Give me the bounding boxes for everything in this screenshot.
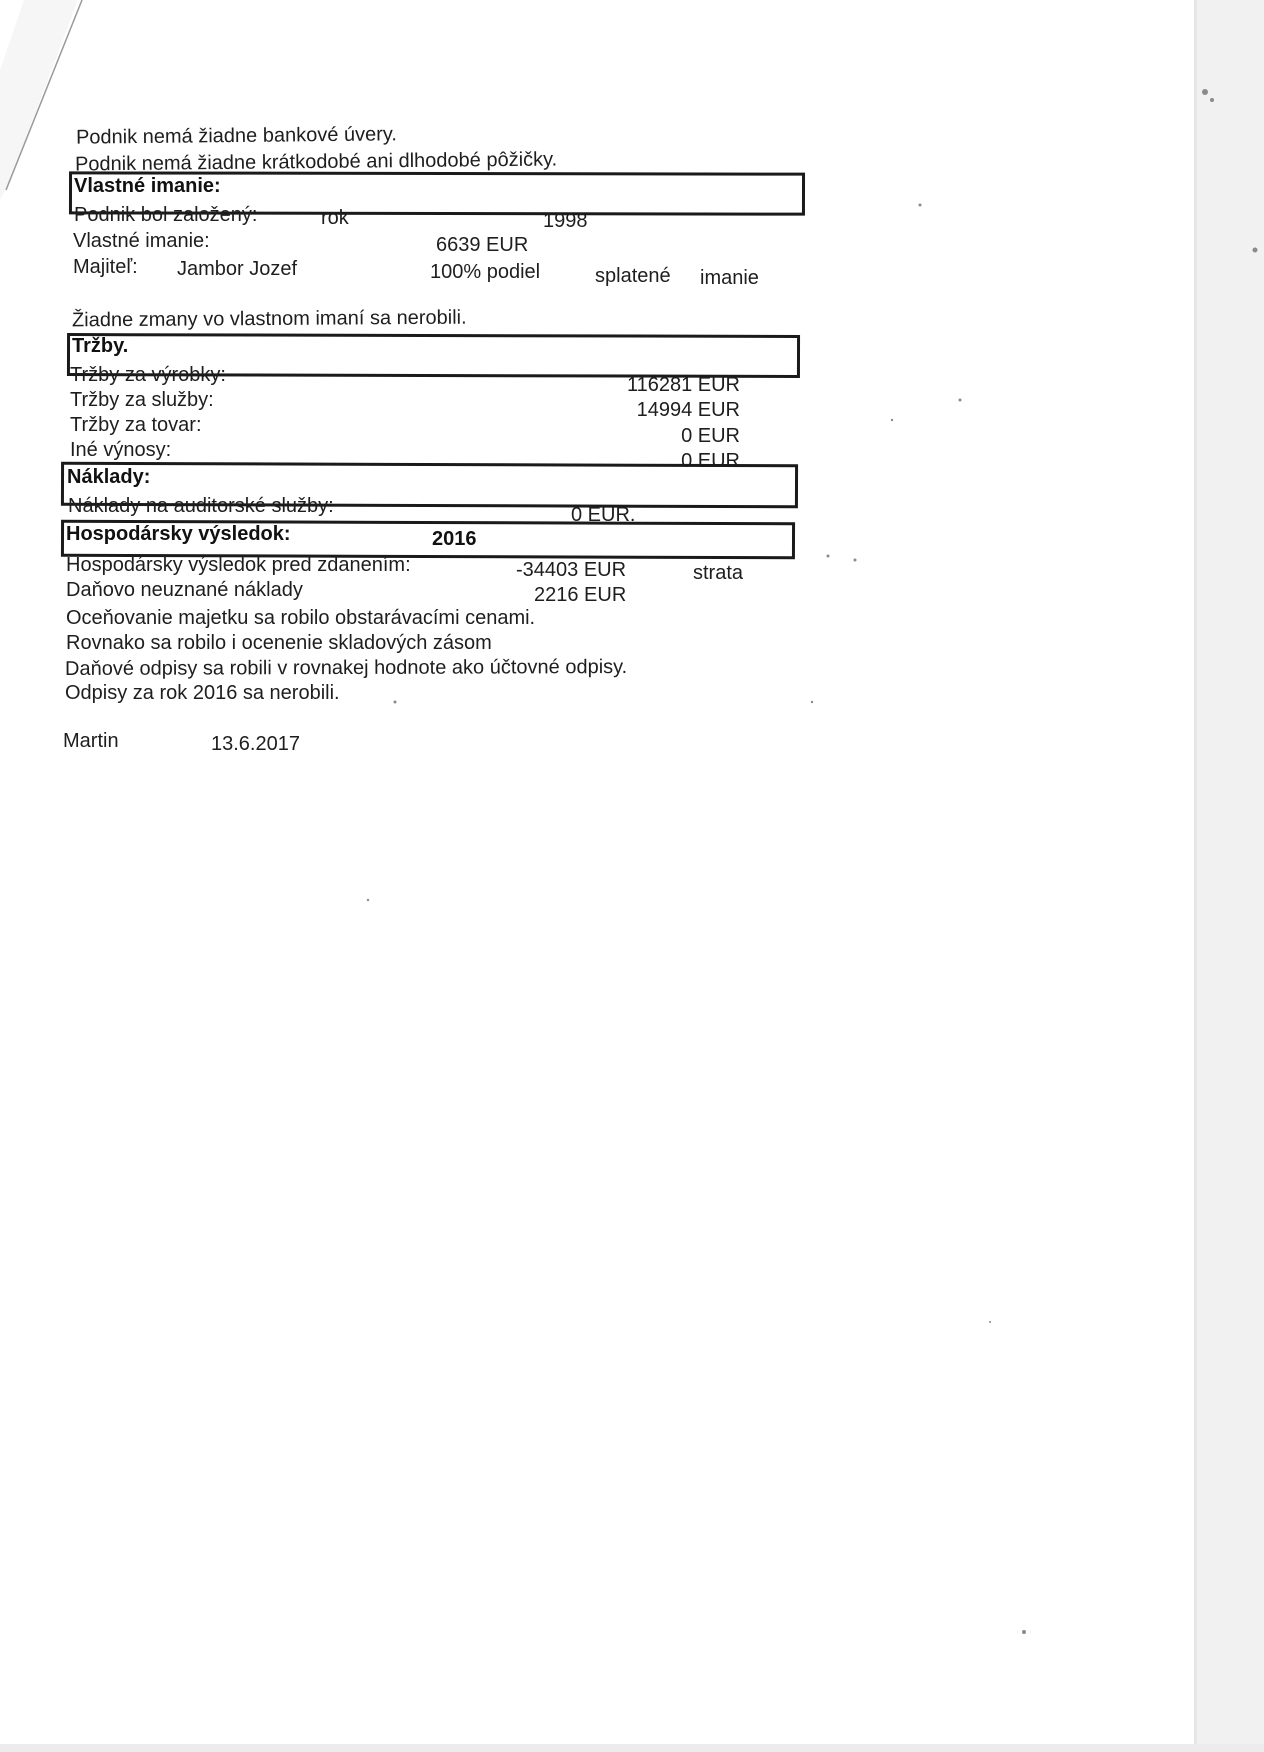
sales-row-value: 0 EUR <box>681 425 740 447</box>
result-note: Odpisy za rok 2016 sa nerobili. <box>65 682 340 704</box>
signature-date: 13.6.2017 <box>211 733 300 755</box>
costs-heading: Náklady: <box>67 466 151 488</box>
sales-heading: Tržby. <box>72 335 129 357</box>
result-note: Oceňovanie majetku sa robilo obstarávacími cenami. <box>66 607 536 629</box>
intro-line-bank-loans: Podnik nemá žiadne bankové úvery. <box>75 123 398 149</box>
sales-row-label: Iné výnosy: <box>70 439 172 461</box>
sales-row-label: Tržby za služby: <box>70 389 214 411</box>
result-note: Rovnako sa robilo i ocenenie skladových zásom <box>66 632 492 654</box>
nondeductible-costs-label: Daňovo neuznané náklady <box>66 579 303 601</box>
audit-costs-value: 0 EUR. <box>571 504 636 526</box>
intro-line-borrowings: Podnik nemá žiadne krátkodobé ani dlhodobé pôžičky. <box>74 148 558 176</box>
signature-place: Martin <box>63 730 119 752</box>
pretax-result-note: strata <box>693 562 744 584</box>
sales-row-value: 14994 EUR <box>636 399 740 421</box>
equity-note: Žiadne zmany vo vlastnom imaní sa nerobili. <box>71 306 467 332</box>
owner-share: 100% podiel <box>430 261 541 283</box>
owner-paid: splatené <box>595 265 671 287</box>
sales-row-label: Tržby za výrobky: <box>70 364 226 386</box>
equity-heading: Vlastné imanie: <box>74 175 221 197</box>
sales-row-value: 116281 EUR <box>626 374 740 396</box>
result-note: Daňové odpisy sa robili v rovnakej hodnote ako účtovné odpisy. <box>64 656 628 680</box>
audit-costs-label: Náklady na auditorské služby: <box>68 495 334 517</box>
sales-row-label: Tržby za tovar: <box>70 414 202 436</box>
owner-capital: imanie <box>700 267 759 289</box>
equity-label: Vlastné imanie: <box>73 230 210 252</box>
pretax-result-label: Hospodársky výsledok pred zdanením: <box>66 554 411 576</box>
founded-label: Podnik bol založený: <box>74 204 258 226</box>
owner-label: Majiteľ: <box>73 256 138 278</box>
owner-name: Jambor Jozef <box>177 258 298 280</box>
nondeductible-costs-value: 2216 EUR <box>534 584 627 606</box>
pretax-result-value: -34403 EUR <box>516 559 627 581</box>
equity-value: 6639 EUR <box>436 234 529 256</box>
result-year: 2016 <box>432 528 477 550</box>
sales-row-value: 0 EUR <box>681 450 740 472</box>
founded-year: 1998 <box>543 210 588 232</box>
result-heading: Hospodársky výsledok: <box>66 523 291 545</box>
founded-unit: rok <box>321 207 349 229</box>
